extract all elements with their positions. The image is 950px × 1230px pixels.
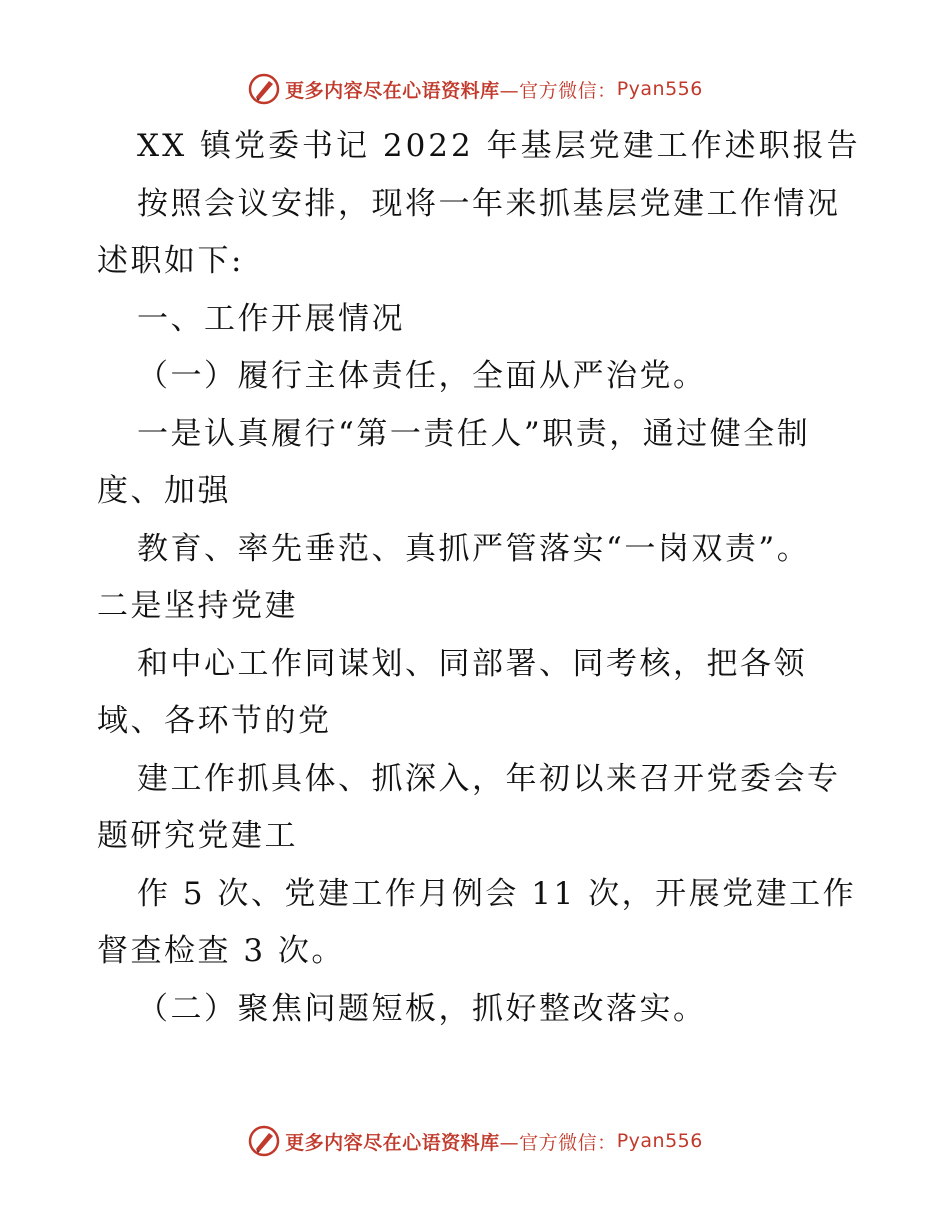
watermark-wechat-label: —官方微信： — [499, 1131, 617, 1154]
paragraph-line: 题研究党建工 — [97, 818, 298, 854]
paragraph-line: 二是坚持党建 — [97, 588, 298, 624]
watermark-site-name: 更多内容尽在心语资料库 — [285, 79, 500, 102]
watermark-site-name: 更多内容尽在心语资料库 — [285, 1131, 500, 1154]
paragraph-line: 一是认真履行“第一责任人”职责，通过健全制 — [137, 415, 811, 452]
paragraph-line: 度、加强 — [97, 473, 231, 509]
watermark-header — [0, 72, 950, 106]
section-heading: 一、工作开展情况 — [137, 300, 405, 337]
document-title: XX 镇党委书记 2022 年基层党建工作述职报告 — [137, 128, 861, 164]
watermark-wechat-id: Pyan556 — [616, 78, 703, 100]
subsection-heading: （二）聚焦问题短板，抓好整改落实。 — [137, 990, 707, 1027]
paragraph-line: 域、各环节的党 — [97, 703, 332, 739]
paragraph-line: 述职如下: — [97, 243, 244, 279]
paragraph-line: 督查检查 3 次。 — [97, 933, 345, 969]
watermark-footer — [0, 1124, 950, 1158]
paragraph-line: 按照会议安排，现将一年来抓基层党建工作情况 — [137, 185, 841, 222]
paragraph-line: 建工作抓具体、抓深入，年初以来召开党委会专 — [137, 760, 841, 797]
pen-logo-icon — [247, 72, 281, 106]
document-body — [97, 118, 861, 1038]
watermark-wechat-id: Pyan556 — [616, 1130, 703, 1152]
paragraph-line: 作 5 次、党建工作月例会 11 次，开展党建工作 — [137, 875, 857, 912]
paragraph-line: 教育、率先垂范、真抓严管落实“一岗双责”。 — [137, 530, 811, 567]
paragraph-line: 和中心工作同谋划、同部署、同考核，把各领 — [137, 645, 807, 682]
pen-logo-icon — [247, 1124, 281, 1158]
watermark-wechat-label: —官方微信： — [499, 79, 617, 102]
subsection-heading: （一）履行主体责任，全面从严治党。 — [137, 358, 707, 394]
